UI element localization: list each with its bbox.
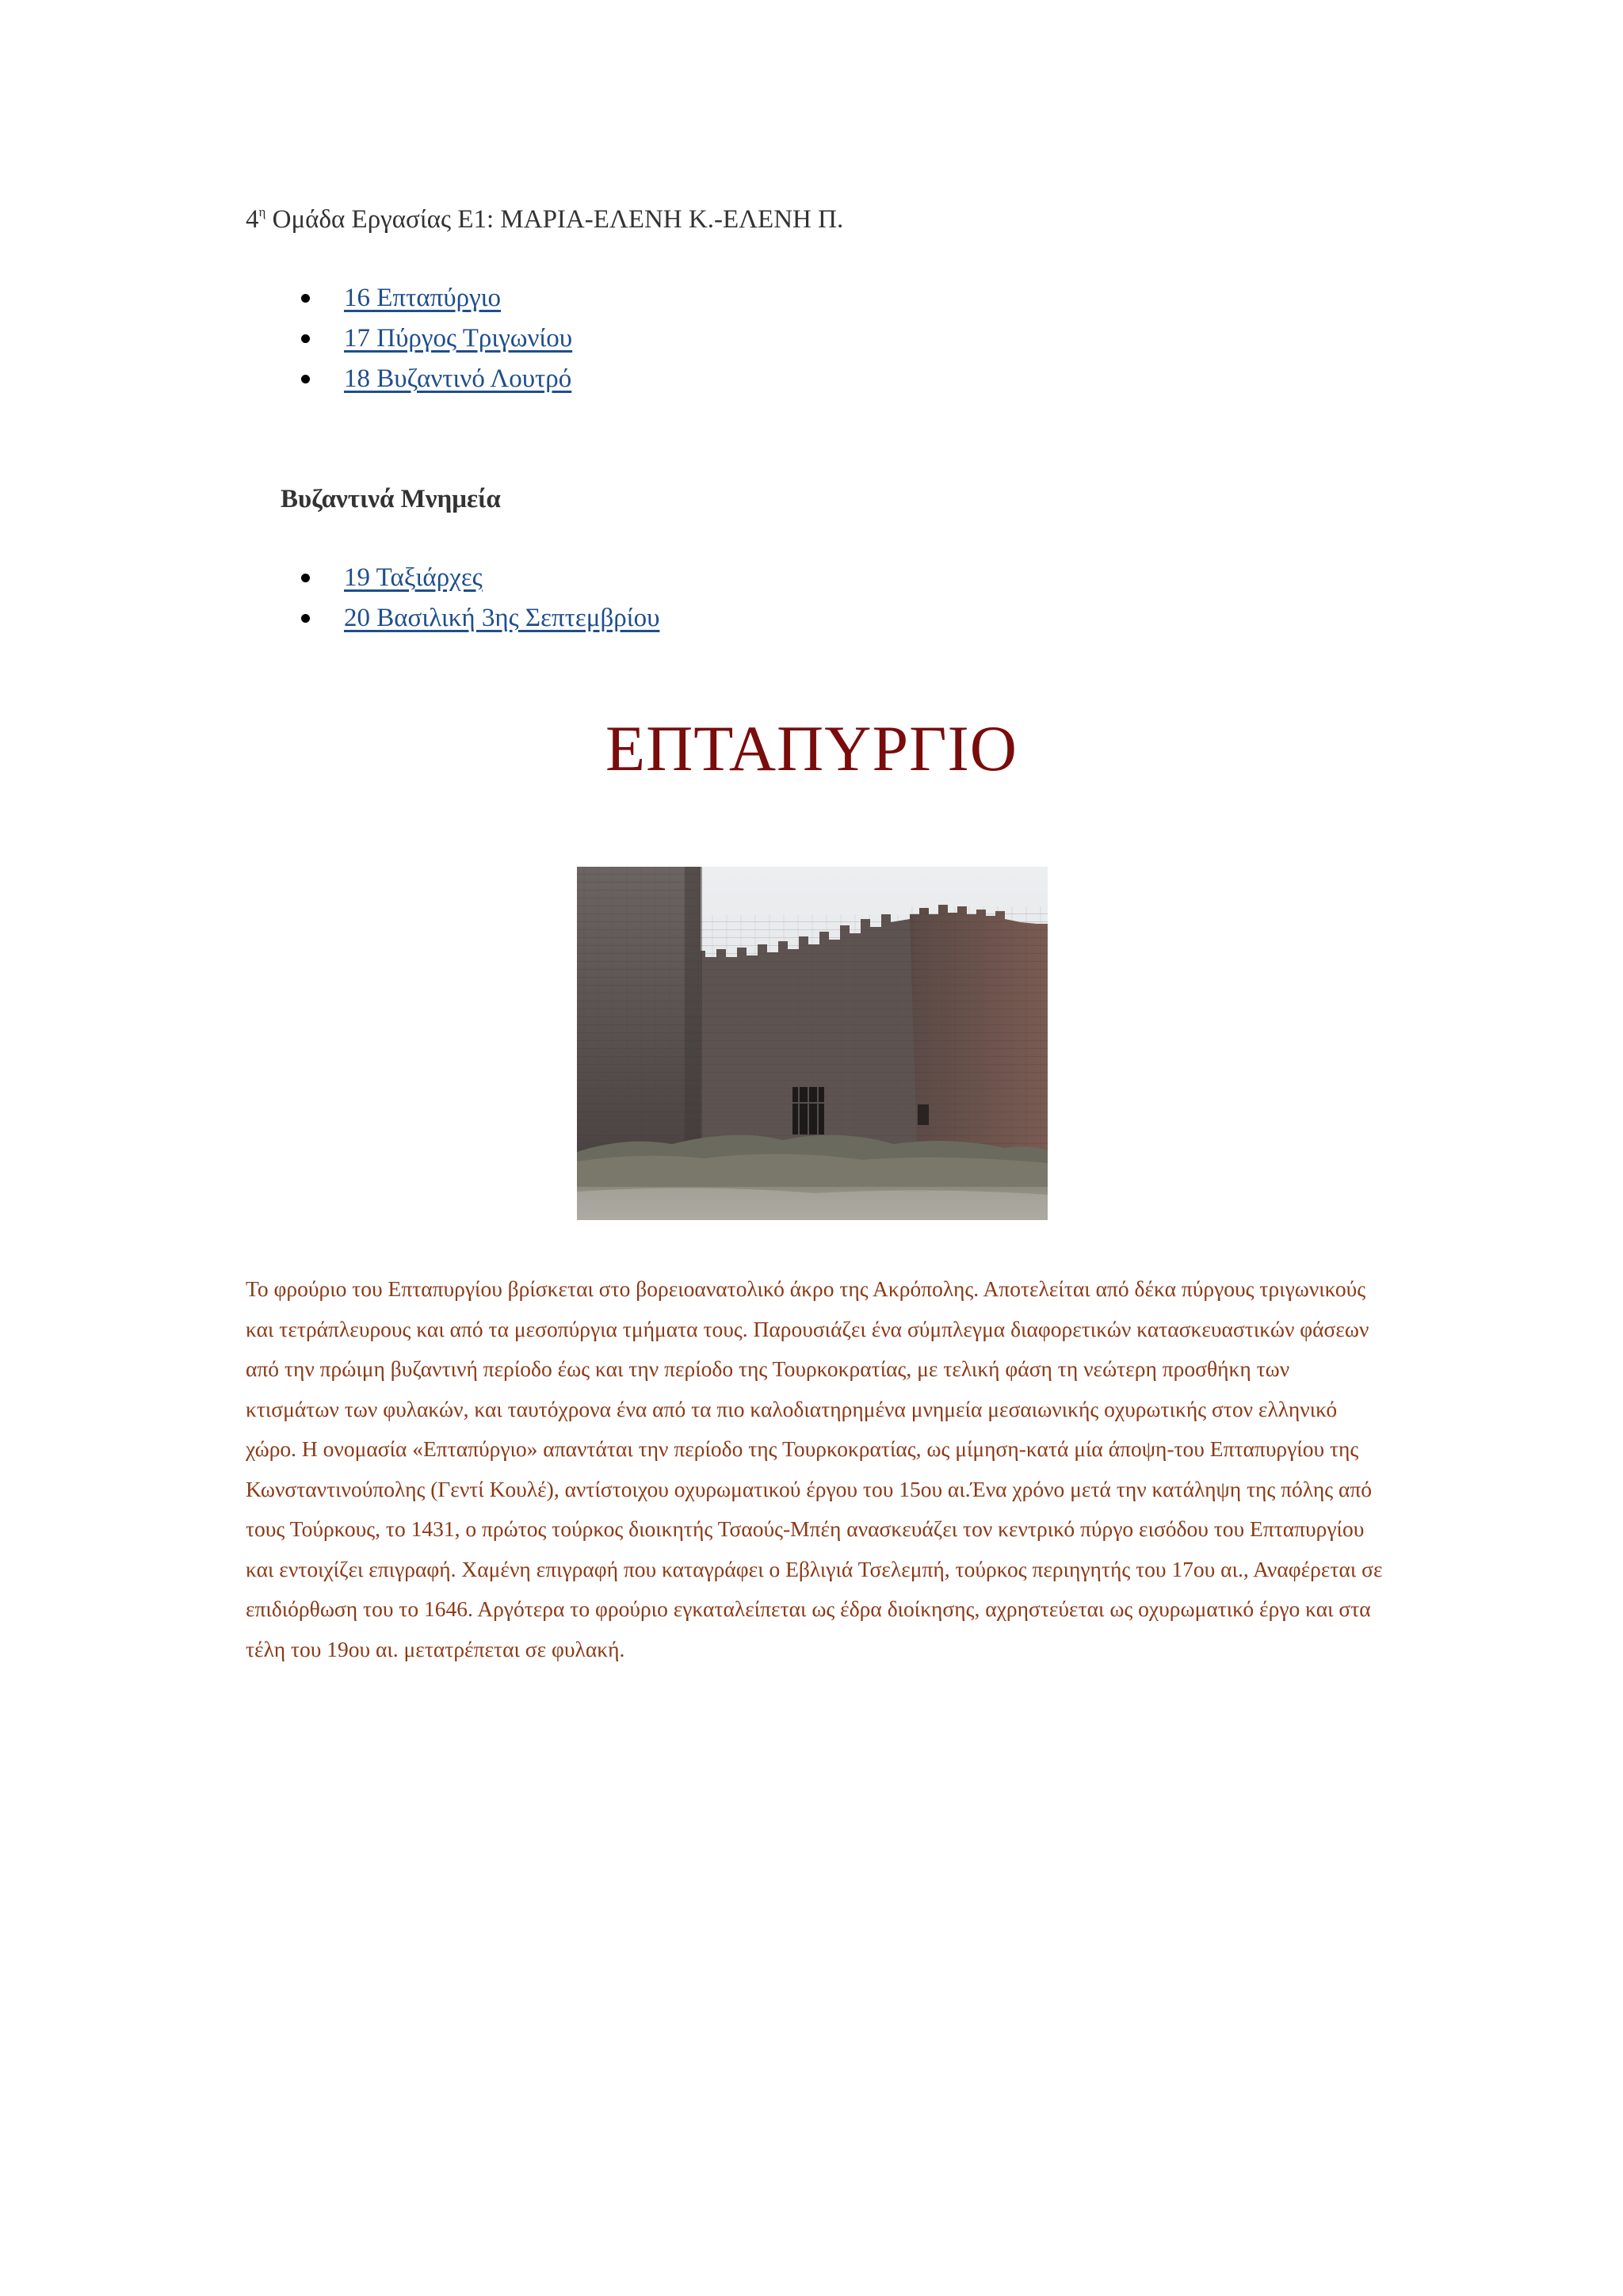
list-item [344, 562, 659, 602]
monument-links-list-2 [344, 562, 659, 643]
link-17-pyrgos-trigoniou[interactable]: 17 Πύργος Τριγωνίου [344, 324, 573, 353]
bullet-icon [301, 334, 310, 343]
bullet-icon [301, 574, 310, 582]
bullet-icon [301, 375, 310, 383]
header-superscript: η [258, 204, 266, 219]
link-19-taxiarches[interactable]: 19 Ταξιάρχες [344, 563, 483, 592]
work-group-header [246, 204, 843, 235]
header-number: 4 [246, 205, 259, 234]
section-title-byzantine-monuments: Βυζαντινά Μνημεία [281, 485, 501, 513]
link-20-basilica[interactable]: 20 Βασιλική 3ης Σεπτεμβρίου [344, 604, 660, 632]
list-item [344, 602, 659, 643]
link-16-eptapyrgio[interactable]: 16 Επταπύργιο [344, 284, 502, 312]
list-item [344, 363, 572, 403]
bullet-icon [301, 294, 310, 303]
header-text: Ομάδα Εργασίας Ε1: ΜΑΡΙΑ-ΕΛΕΝΗ Κ.-ΕΛΕΝΗ Π. [265, 205, 844, 234]
fortress-photo [577, 867, 1048, 1220]
list-item [344, 282, 572, 322]
bullet-icon [301, 614, 310, 623]
link-18-byzantine-bath[interactable]: 18 Βυζαντινό Λουτρό [344, 364, 572, 393]
monument-links-list-1 [344, 282, 572, 403]
article-title: ΕΠΤΑΠΥΡΓΙΟ [605, 712, 1018, 784]
article-paragraph: Το φρούριο του Επταπυργίου βρίσκεται στο βορειοανατολικό άκρο της Ακρόπολης. Αποτελείται από δέκα πύργους τριγωνικούς και τετράπλευρους και από τα μεσοπύργια τμήματα τους. Παρουσιάζει ένα σύμπλεγμα διαφορετικών κατασκευαστικών φάσεων από την πρώιμη βυζαντινή περίοδο έως και την περίοδο της Τουρκοκρατίας, με τελική φάση τη νεώτερη προσθήκη των κτισμάτων των φυλακών, και ταυτόχρονα ένα από τα πιο καλοδιατηρημένα μνημεία μεσαιωνικής οχυρωτικής στον ελληνικό χώρο. Η ονομασία «Επταπύργιο» απαντάται την περίοδο της Τουρκοκρατίας, ως μίμηση-κατά μία άποψη-του Επταπυργίου της Κωνσταντινούπολης (Γεντί Κουλέ), αντίστοιχου οχυρωματικού έργου του 15ου αι.Ένα χρόνο μετά την κατάληψη της πόλης από τους Τούρκους, το 1431, ο πρώτος τούρκος διοικητής Τσαούς-Μπέη ανασκευάζει τον κεντρικό πύργο εισόδου του Επταπυργίου και εντοιχίζει επιγραφή. Χαμένη επιγραφή που καταγράφει ο Εβλιγιά Τσελεμπή, τούρκος περιηγητής του 17ου αι., Αναφέρεται σε επιδιόρθωση του το 1646. Αργότερα το φρούριο εγκαταλείπεται ως έδρα διοίκησης, αχρηστεύεται ως οχυρωματικό έργο και στα τέλη του 19ου αι. μετατρέπεται σε φυλακή. [246, 1276, 1383, 1661]
list-item [344, 322, 572, 363]
